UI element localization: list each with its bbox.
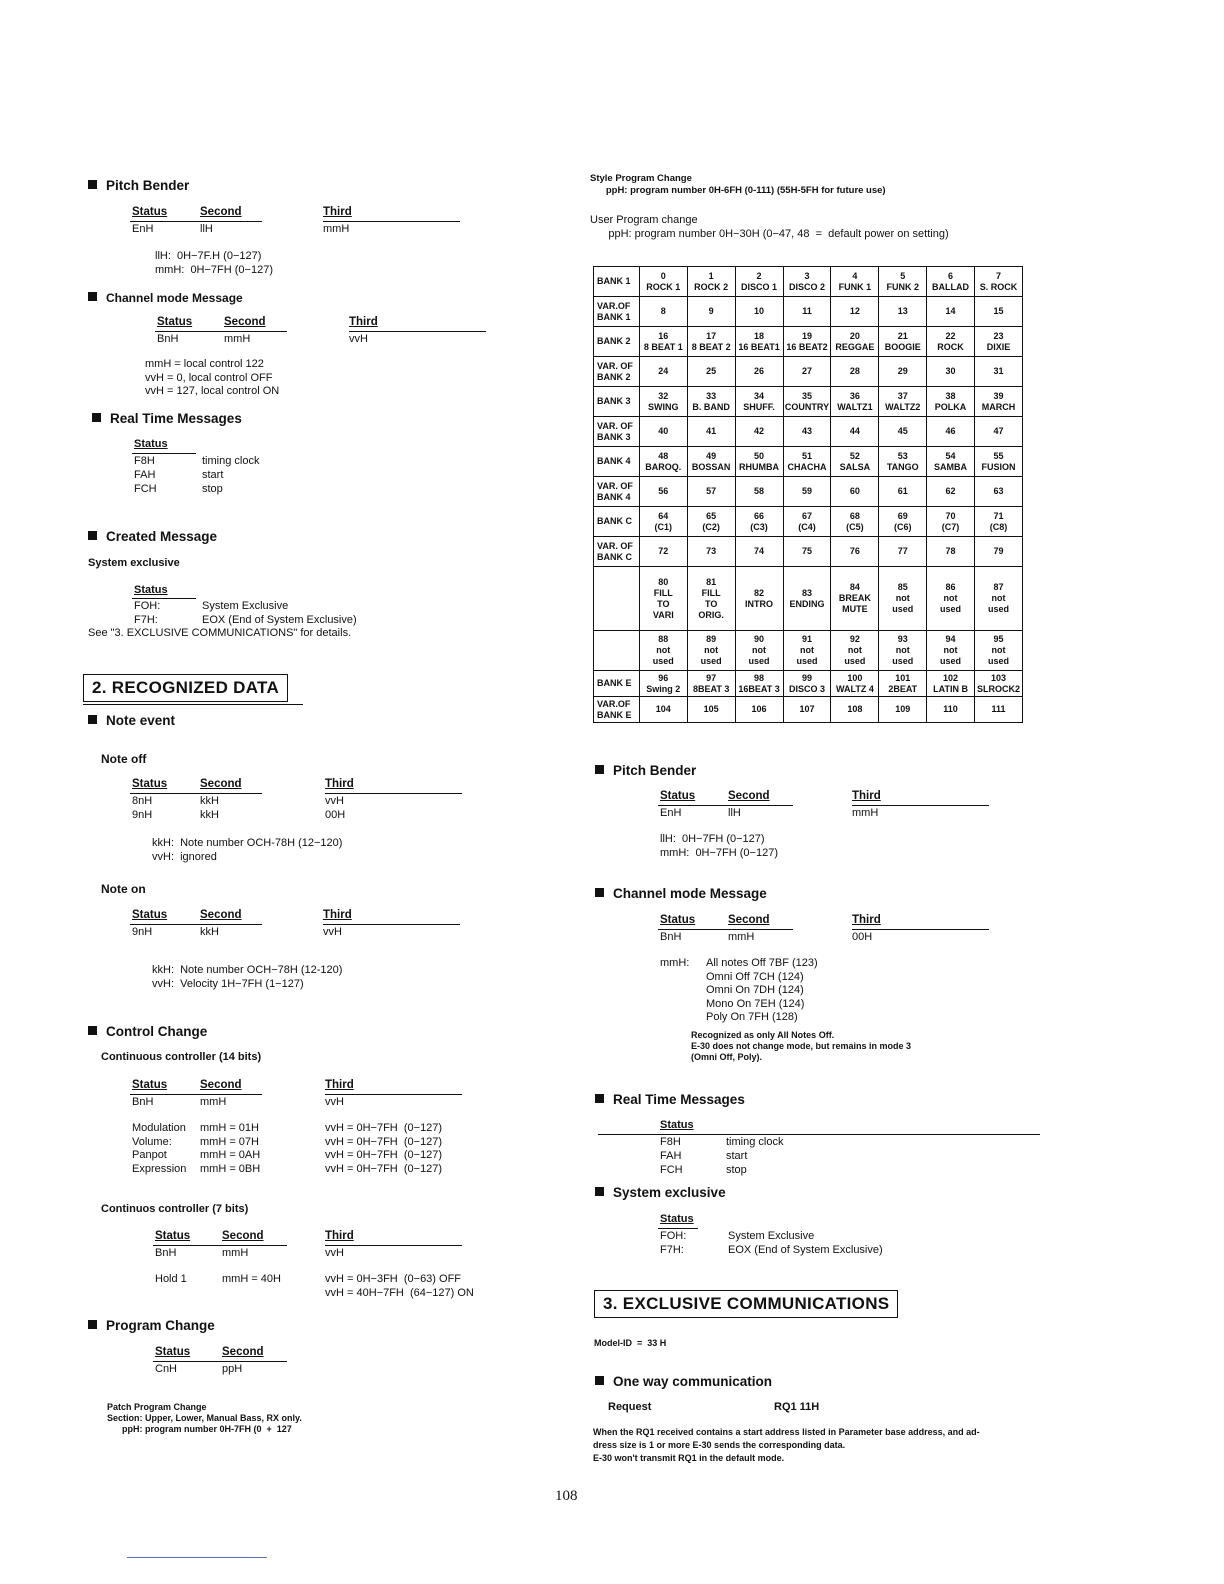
bank-cell: 40 [639, 417, 687, 447]
bullet-icon [595, 888, 604, 897]
bullet-icon [88, 1026, 97, 1035]
bank-cell: 28 [831, 357, 879, 387]
bank-cell: 4 FUNK 1 [831, 267, 879, 297]
rule [155, 331, 287, 332]
bank-row-label: VAR. OF BANK 4 [594, 477, 640, 507]
col-header-third: Third [852, 790, 881, 802]
request-value: RQ1 11H [774, 1401, 820, 1413]
status-value: BnH [157, 333, 179, 345]
third-value: 00H [325, 809, 346, 821]
bullet-icon [595, 1376, 604, 1385]
bank-cell: 98 16BEAT 3 [735, 671, 783, 697]
created-message-heading: Created Message [88, 529, 217, 544]
patch-program-change-note: Patch Program Change Section: Upper, Lower, Manual Bass, RX only. ppH: program number 0H-7FH (0 + 127 [107, 1402, 302, 1434]
bank-cell: 90 not used [735, 631, 783, 671]
bank-row-label: VAR.OF BANK 1 [594, 297, 640, 327]
one-way-description: When the RQ1 received contains a start address listed in Parameter base address, and ad- dress size is 1 or more E-30 sends the corresponding data. E-30 won't transmit RQ1 in the default mode. [593, 1427, 980, 1463]
bank-table-row [594, 477, 1023, 507]
second-value: ppH [222, 1363, 243, 1375]
bank-cell: 37 WALTZ2 [879, 387, 927, 417]
bank-cell: 38 POLKA [927, 387, 975, 417]
bank-cell: 23 DIXIE [974, 327, 1022, 357]
col-header-status: Status [155, 1230, 191, 1242]
controller-vv-values: vvH = 0H−7FH (0−127) vvH = 0H−7FH (0−127) vvH = 0H−7FH (0−127) vvH = 0H−7FH (0−127) [325, 1122, 443, 1175]
bank-cell: 106 [735, 697, 783, 723]
bank-cell: 27 [783, 357, 831, 387]
recognized-note: Recognized as only All Notes Off. E-30 does not change mode, but remains in mode 3 (Omni Off, Poly). [691, 1030, 912, 1062]
third-value: mmH [852, 807, 879, 819]
bank-cell: 33 B. BAND [687, 387, 735, 417]
bullet-icon [88, 180, 97, 189]
bank-cell: 91 not used [783, 631, 831, 671]
bank-cell: 24 [639, 357, 687, 387]
mode-list: All notes Off 7BF (123) Omni Off 7CH (124) Omni On 7DH (124) Mono On 7EH (124) Poly On 7FH (128) [706, 957, 818, 1023]
rule [132, 598, 196, 599]
rule [153, 1245, 287, 1246]
col-header-second: Second [728, 914, 770, 926]
bank-cell: 85 not used [879, 567, 927, 631]
bank-cell: 70 (C7) [927, 507, 975, 537]
bank-table-row [594, 697, 1023, 723]
bank-cell: 94 not used [927, 631, 975, 671]
col-header-second: Second [222, 1346, 264, 1358]
bank-table-row [594, 507, 1023, 537]
bank-cell: 45 [879, 417, 927, 447]
bank-cell: 109 [879, 697, 927, 723]
note-off-notes: kkH: Note number OCH-78H (12−120) vvH: ignored [152, 837, 343, 863]
bank-cell: 19 16 BEAT2 [783, 327, 831, 357]
sx-desc: System Exclusive [728, 1230, 815, 1242]
bank-cell: 7 S. ROCK [974, 267, 1022, 297]
bank-cell: 104 [639, 697, 687, 723]
bank-cell: 44 [831, 417, 879, 447]
bank-cell: 110 [927, 697, 975, 723]
bank-cell: 58 [735, 477, 783, 507]
note-on-notes: kkH: Note number OCH−78H (12-120) vvH: Velocity 1H−7FH (1−127) [152, 964, 343, 990]
controller-names: Modulation Volume: Panpot Expression [132, 1122, 187, 1175]
bank-cell: 25 [687, 357, 735, 387]
bank-cell: 74 [735, 537, 783, 567]
section-title-recognized-data: 2. RECOGNIZED DATA [83, 674, 288, 702]
status-value: BnH [155, 1247, 177, 1259]
bank-cell: 17 8 BEAT 2 [687, 327, 735, 357]
rule [325, 1094, 462, 1095]
sx-desc: System Exclusive [202, 600, 289, 612]
bank-cell: 3 DISCO 2 [783, 267, 831, 297]
bank-cell: 78 [927, 537, 975, 567]
section-title-exclusive-communications: 3. EXCLUSIVE COMMUNICATIONS [594, 1290, 898, 1318]
bank-cell: 65 (C2) [687, 507, 735, 537]
bullet-icon [88, 715, 97, 724]
status-value: 8nH [132, 795, 153, 807]
hold-vv-values: vvH = 0H−3FH (0−63) OFF vvH = 40H−7FH (64−127) ON [325, 1273, 474, 1299]
channel-mode-heading: Channel mode Message [595, 886, 767, 901]
status-value: 9nH [132, 809, 153, 821]
bank-cell: 111 [974, 697, 1022, 723]
bank-cell: 69 (C6) [879, 507, 927, 537]
page-number: 108 [555, 1488, 578, 1504]
col-header-third: Third [325, 778, 354, 790]
third-value: vvH [325, 1247, 344, 1259]
continuous-controller-7-subheading: Continuos controller (7 bits) [101, 1203, 249, 1215]
bank-cell: 42 [735, 417, 783, 447]
bank-cell: 54 SAMBA [927, 447, 975, 477]
bank-row-label: BANK 4 [594, 447, 640, 477]
rt-code: FAH [660, 1150, 682, 1162]
col-header-status: Status [660, 1119, 694, 1131]
bank-cell: 53 TANGO [879, 447, 927, 477]
bank-cell: 87 not used [974, 567, 1022, 631]
bank-cell: 72 [639, 537, 687, 567]
bank-cell: 71 (C8) [974, 507, 1022, 537]
bank-cell: 35 COUNTRY [783, 387, 831, 417]
bank-cell: 32 SWING [639, 387, 687, 417]
bank-cell: 64 (C1) [639, 507, 687, 537]
bullet-icon [595, 1094, 604, 1103]
bank-cell: 43 [783, 417, 831, 447]
bank-cell: 96 Swing 2 [639, 671, 687, 697]
bank-cell: 5 FUNK 2 [879, 267, 927, 297]
bank-row-label: BANK 2 [594, 327, 640, 357]
col-header-second: Second [200, 206, 242, 218]
bank-cell: 15 [974, 297, 1022, 327]
controller-mm-values: mmH = 01H mmH = 07H mmH = 0AH mmH = 0BH [200, 1122, 261, 1175]
real-time-heading: Real Time Messages [92, 411, 242, 426]
rule [323, 221, 460, 222]
bank-table-row [594, 417, 1023, 447]
col-header-second: Second [200, 1079, 242, 1091]
rule [658, 929, 793, 930]
third-value: vvH [323, 926, 342, 938]
bank-cell: 60 [831, 477, 879, 507]
second-value: kkH [200, 795, 219, 807]
bank-row-label: BANK C [594, 507, 640, 537]
second-value: mmH [728, 931, 755, 943]
bullet-icon [595, 1187, 604, 1196]
bank-cell: 101 2BEAT [879, 671, 927, 697]
bank-cell: 39 MARCH [974, 387, 1022, 417]
pitch-bender-notes: llH: 0H−7F.H (0−127) mmH: 0H−7FH (0−127) [155, 250, 273, 276]
bank-cell: 49 BOSSAN [687, 447, 735, 477]
bank-cell: 30 [927, 357, 975, 387]
bank-cell: 29 [879, 357, 927, 387]
bank-cell: 63 [974, 477, 1022, 507]
bank-cell: 57 [687, 477, 735, 507]
bank-row-label [594, 567, 640, 631]
bank-cell: 8 [639, 297, 687, 327]
status-value: EnH [132, 223, 154, 235]
rule [130, 1094, 262, 1095]
bank-row-label: VAR.OF BANK E [594, 697, 640, 723]
one-way-communication-heading: One way communication [595, 1374, 772, 1389]
rt-desc: timing clock [202, 455, 260, 467]
bank-cell: 105 [687, 697, 735, 723]
rule [83, 704, 303, 705]
bank-table-row [594, 631, 1023, 671]
third-value: vvH [325, 795, 344, 807]
bank-cell: 11 [783, 297, 831, 327]
bank-cell: 0 ROCK 1 [639, 267, 687, 297]
bank-cell: 6 BALLAD [927, 267, 975, 297]
status-value: BnH [660, 931, 682, 943]
bank-row-label: BANK 3 [594, 387, 640, 417]
bank-cell: 95 not used [974, 631, 1022, 671]
bank-cell: 20 REGGAE [831, 327, 879, 357]
bank-table-row [594, 267, 1023, 297]
rule [658, 1228, 698, 1229]
status-value: EnH [660, 807, 682, 819]
rt-desc: stop [202, 483, 223, 495]
col-header-status: Status [132, 909, 168, 921]
bank-cell: 48 BAROQ. [639, 447, 687, 477]
bank-cell: 47 [974, 417, 1022, 447]
sx-code: FOH: [134, 600, 161, 612]
style-program-change: Style Program Change ppH: program number 0H-6FH (0-111) (55H-5FH for future use) [590, 173, 886, 196]
see-reference: See "3. EXCLUSIVE COMMUNICATIONS" for details. [88, 627, 352, 639]
bank-cell: 73 [687, 537, 735, 567]
rule [130, 793, 262, 794]
footer-rule [127, 1557, 267, 1558]
program-change-heading: Program Change [88, 1318, 215, 1333]
status-value: BnH [132, 1096, 154, 1108]
bank-cell: 12 [831, 297, 879, 327]
rt-desc: timing clock [726, 1136, 784, 1148]
rt-code: F8H [134, 455, 155, 467]
bank-cell: 16 8 BEAT 1 [639, 327, 687, 357]
col-header-second: Second [224, 316, 266, 328]
bank-cell: 1 ROCK 2 [687, 267, 735, 297]
rt-desc: start [726, 1150, 748, 1162]
bank-cell: 14 [927, 297, 975, 327]
col-header-status: Status [132, 1079, 168, 1091]
rule [325, 1245, 462, 1246]
bank-cell: 83 ENDING [783, 567, 831, 631]
rt-desc: stop [726, 1164, 747, 1176]
col-header-status: Status [134, 584, 168, 596]
col-header-second: Second [222, 1230, 264, 1242]
bank-cell: 9 [687, 297, 735, 327]
bullet-icon [595, 765, 604, 774]
bank-cell: 80 FILL TO VARI [639, 567, 687, 631]
col-header-second: Second [200, 909, 242, 921]
bank-cell: 41 [687, 417, 735, 447]
bank-cell: 2 DISCO 1 [735, 267, 783, 297]
rule [130, 924, 262, 925]
bank-cell: 99 DISCO 3 [783, 671, 831, 697]
bank-cell: 31 [974, 357, 1022, 387]
bank-cell: 68 (C5) [831, 507, 879, 537]
rule [658, 805, 793, 806]
bank-table-row [594, 357, 1023, 387]
bank-cell: 50 RHUMBA [735, 447, 783, 477]
bank-cell: 81 FILL TO ORIG. [687, 567, 735, 631]
bank-cell: 56 [639, 477, 687, 507]
bank-cell: 103 SLROCK2 [974, 671, 1022, 697]
bank-cell: 59 [783, 477, 831, 507]
system-exclusive-subheading: System exclusive [88, 557, 180, 569]
bullet-icon [88, 292, 97, 301]
status-value: CnH [155, 1363, 178, 1375]
system-exclusive-heading: System exclusive [595, 1185, 726, 1200]
rule [130, 221, 262, 222]
bank-cell: 102 LATIN B [927, 671, 975, 697]
second-value: mmH [200, 1096, 227, 1108]
bank-cell: 82 INTRO [735, 567, 783, 631]
rule [325, 793, 462, 794]
bank-cell: 61 [879, 477, 927, 507]
col-header-status: Status [660, 790, 696, 802]
rule [598, 1134, 1040, 1135]
third-value: mmH [323, 223, 350, 235]
pitch-bender-heading: Pitch Bender [88, 178, 189, 193]
sx-desc: EOX (End of System Exclusive) [728, 1244, 883, 1256]
rt-code: FAH [134, 469, 156, 481]
channel-mode-notes: mmH = local control 122 vvH = 0, local control OFF vvH = 127, local control ON [145, 358, 280, 397]
col-header-status: Status [660, 914, 696, 926]
bank-cell: 51 CHACHA [783, 447, 831, 477]
col-header-third: Third [323, 909, 352, 921]
col-header-status: Status [132, 778, 168, 790]
bank-cell: 62 [927, 477, 975, 507]
rule [349, 331, 486, 332]
third-value: vvH [325, 1096, 344, 1108]
sx-code: FOH: [660, 1230, 687, 1242]
rt-code: FCH [134, 483, 157, 495]
bank-table-row [594, 537, 1023, 567]
bank-table [593, 266, 1023, 723]
bank-row-label: BANK E [594, 671, 640, 697]
second-value: kkH [200, 926, 219, 938]
bank-cell: 76 [831, 537, 879, 567]
bank-cell: 88 not used [639, 631, 687, 671]
bank-cell: 79 [974, 537, 1022, 567]
rule [852, 805, 989, 806]
channel-mode-heading: Channel mode Message [88, 291, 243, 305]
note-event-heading: Note event [88, 713, 175, 728]
note-on-subheading: Note on [101, 882, 146, 896]
bank-cell: 36 WALTZ1 [831, 387, 879, 417]
col-header-second: Second [200, 778, 242, 790]
rule [132, 453, 196, 454]
bank-cell: 34 SHUFF. [735, 387, 783, 417]
bank-cell: 22 ROCK [927, 327, 975, 357]
bank-table-row [594, 297, 1023, 327]
user-program-change: User Program change ppH: program number 0H−30H (0−47, 48 = default power on setting) [590, 214, 949, 240]
rt-desc: start [202, 469, 224, 481]
col-header-status: Status [134, 438, 168, 450]
real-time-heading: Real Time Messages [595, 1092, 745, 1107]
bank-cell: 93 not used [879, 631, 927, 671]
bank-cell: 89 not used [687, 631, 735, 671]
rt-code: FCH [660, 1164, 683, 1176]
col-header-third: Third [323, 206, 352, 218]
rt-code: F8H [660, 1136, 681, 1148]
col-header-third: Third [325, 1079, 354, 1091]
bank-cell: 66 (C3) [735, 507, 783, 537]
bank-table-row [594, 447, 1023, 477]
bank-cell: 86 not used [927, 567, 975, 631]
bank-table-row [594, 567, 1023, 631]
third-value: 00H [852, 931, 873, 943]
bank-table-row [594, 327, 1023, 357]
bullet-icon [88, 1320, 97, 1329]
bank-cell: 52 SALSA [831, 447, 879, 477]
second-value: llH [200, 223, 213, 235]
rule [852, 929, 989, 930]
pitch-bender-heading: Pitch Bender [595, 763, 696, 778]
bank-row-label: VAR. OF BANK C [594, 537, 640, 567]
bank-cell: 18 16 BEAT1 [735, 327, 783, 357]
model-id: Model-ID = 33 H [594, 1338, 667, 1348]
bank-row-label: VAR. OF BANK 2 [594, 357, 640, 387]
sx-desc: EOX (End of System Exclusive) [202, 614, 357, 626]
second-value: llH [728, 807, 741, 819]
bank-cell: 10 [735, 297, 783, 327]
bank-cell: 55 FUSION [974, 447, 1022, 477]
bank-cell: 107 [783, 697, 831, 723]
second-value: mmH [224, 333, 251, 345]
bank-row-label [594, 631, 640, 671]
col-header-status: Status [157, 316, 193, 328]
bank-cell: 108 [831, 697, 879, 723]
bank-cell: 21 BOOGIE [879, 327, 927, 357]
bank-cell: 13 [879, 297, 927, 327]
col-header-third: Third [852, 914, 881, 926]
bank-cell: 84 BREAK MUTE [831, 567, 879, 631]
bank-table-row [594, 387, 1023, 417]
pitch-bender-notes: llH: 0H−7FH (0−127) mmH: 0H−7FH (0−127) [660, 833, 778, 859]
col-header-status: Status [132, 206, 168, 218]
bank-cell: 97 8BEAT 3 [687, 671, 735, 697]
col-header-second: Second [728, 790, 770, 802]
sx-code: F7H: [134, 614, 158, 626]
col-header-third: Third [325, 1230, 354, 1242]
hold-mm-value: mmH = 40H [222, 1273, 281, 1285]
request-label: Request [608, 1401, 652, 1413]
bank-cell: 100 WALTZ 4 [831, 671, 879, 697]
bullet-icon [88, 531, 97, 540]
second-value: mmH [222, 1247, 249, 1259]
rule [323, 924, 460, 925]
bank-row-label: BANK 1 [594, 267, 640, 297]
mm-label: mmH: [660, 957, 690, 969]
bank-cell: 77 [879, 537, 927, 567]
third-value: vvH [349, 333, 368, 345]
status-value: 9nH [132, 926, 153, 938]
bank-table-row [594, 671, 1023, 697]
continuous-controller-14-subheading: Continuous controller (14 bits) [101, 1051, 262, 1063]
bank-cell: 75 [783, 537, 831, 567]
rule [153, 1361, 287, 1362]
sx-code: F7H: [660, 1244, 684, 1256]
second-value: kkH [200, 809, 219, 821]
control-change-heading: Control Change [88, 1024, 207, 1039]
bank-cell: 26 [735, 357, 783, 387]
bullet-icon [92, 413, 101, 422]
bank-cell: 46 [927, 417, 975, 447]
bank-row-label: VAR. OF BANK 3 [594, 417, 640, 447]
note-off-subheading: Note off [101, 752, 147, 766]
bank-cell: 92 not used [831, 631, 879, 671]
col-header-status: Status [155, 1346, 191, 1358]
hold-name: Hold 1 [155, 1273, 187, 1285]
bank-cell: 67 (C4) [783, 507, 831, 537]
col-header-status: Status [660, 1213, 694, 1225]
col-header-third: Third [349, 316, 378, 328]
